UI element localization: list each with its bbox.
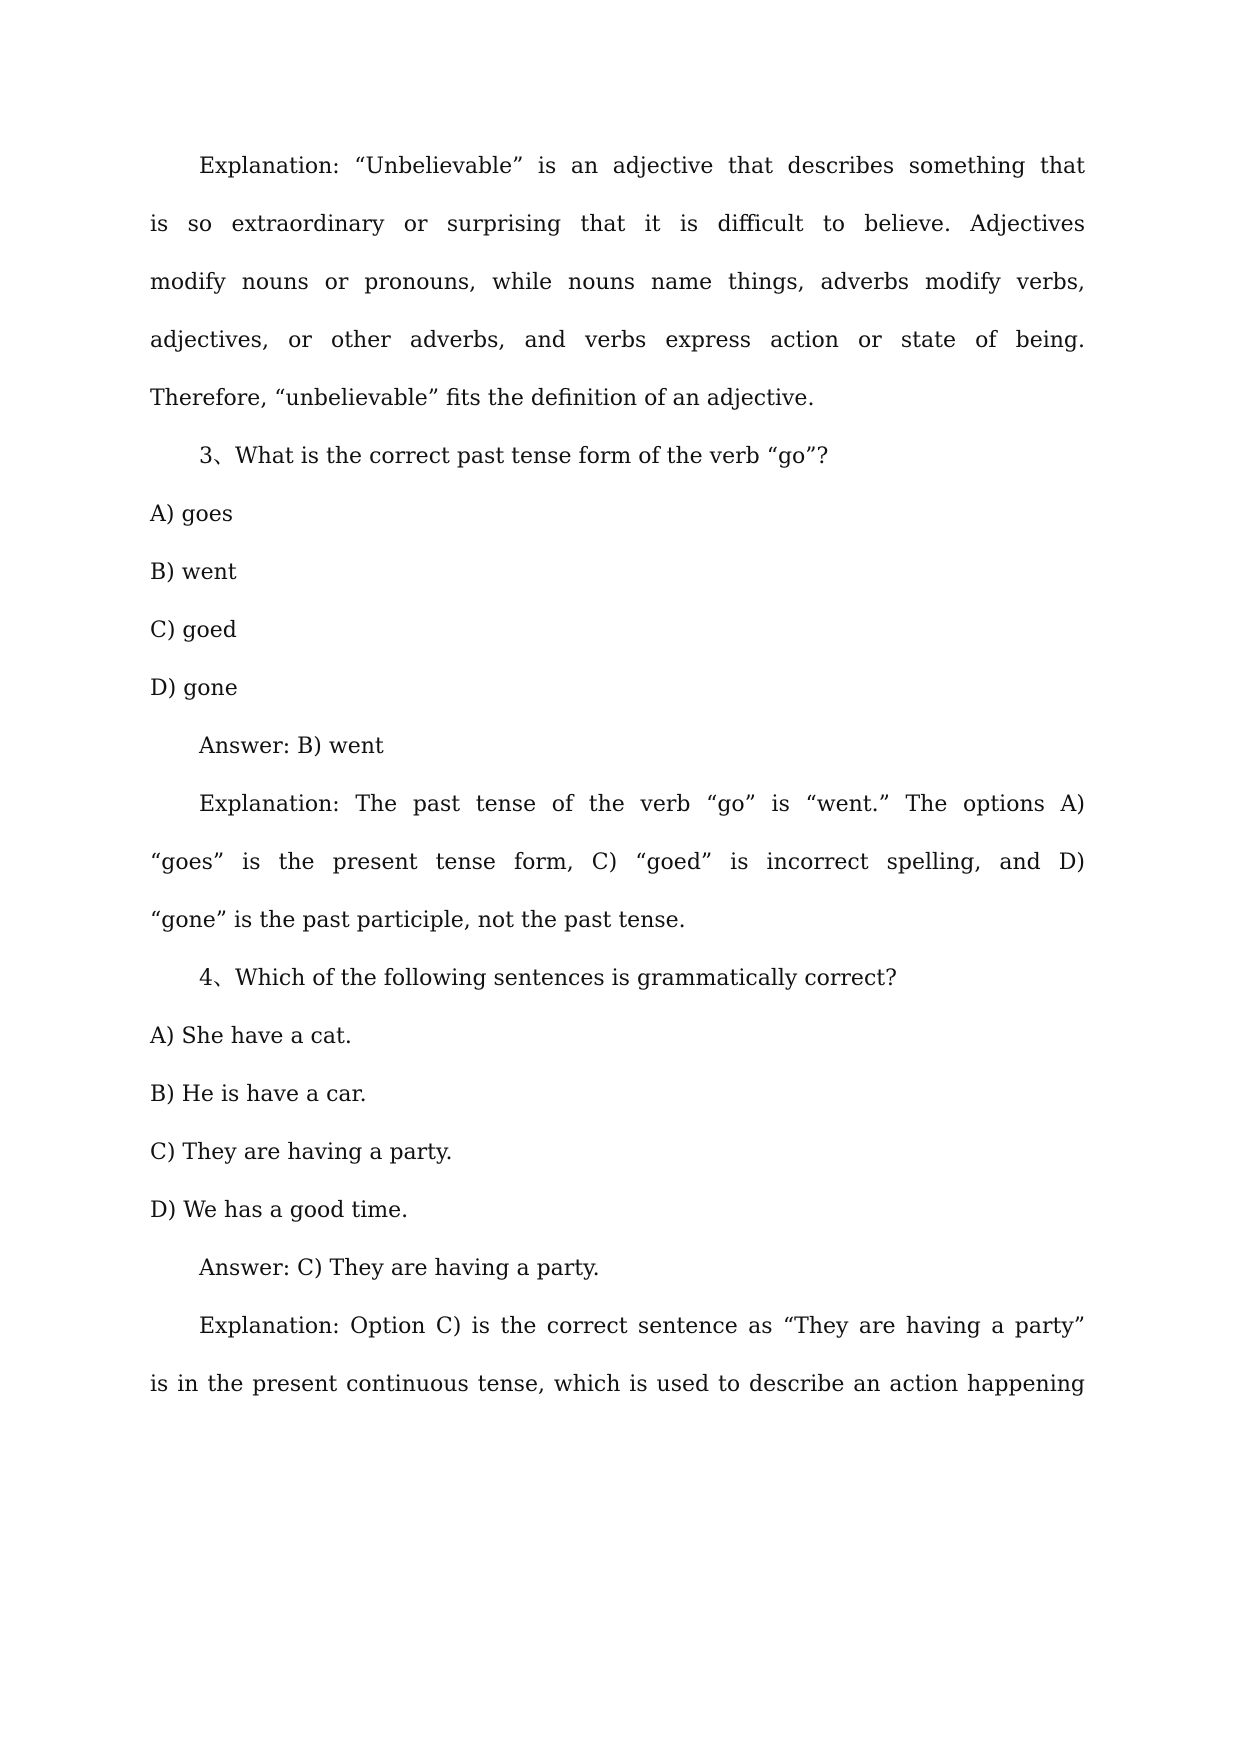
q3-option-c: C) goed xyxy=(150,618,237,643)
q2-explanation-line-2: is so extraordinary or surprising that it is difficult to believe. Adjectives xyxy=(150,212,1085,237)
q2-explanation-line-5: Therefore, “unbelievable” fits the definition of an adjective. xyxy=(150,386,815,411)
q4-option-d: D) We has a good time. xyxy=(150,1198,409,1223)
q3-option-a: A) goes xyxy=(150,502,234,527)
q4-explanation-line-2: is in the present continuous tense, which is used to describe an action happening xyxy=(150,1372,1085,1397)
q3-explanation-line-2: “goes” is the present tense form, C) “goed” is incorrect spelling, and D) xyxy=(150,850,1085,875)
q4-explanation-line-1: Explanation: Option C) is the correct sentence as “They are having a party” xyxy=(199,1314,1085,1339)
q4-option-a: A) She have a cat. xyxy=(150,1024,352,1049)
q3-prompt: 3、What is the correct past tense form of the verb “go”? xyxy=(199,444,829,469)
q3-explanation-line-1: Explanation: The past tense of the verb “go” is “went.” The options A) xyxy=(199,792,1085,817)
q4-option-b: B) He is have a car. xyxy=(150,1082,367,1107)
q4-option-c: C) They are having a party. xyxy=(150,1140,453,1165)
q3-explanation-line-3: “gone” is the past participle, not the past tense. xyxy=(150,908,686,933)
q4-prompt: 4、Which of the following sentences is grammatically correct? xyxy=(199,966,897,991)
q2-explanation-line-4: adjectives, or other adverbs, and verbs express action or state of being. xyxy=(150,328,1085,353)
q3-option-b: B) went xyxy=(150,560,237,585)
q2-explanation-line-1: Explanation: “Unbelievable” is an adjective that describes something that xyxy=(199,154,1085,179)
q3-answer: Answer: B) went xyxy=(199,734,384,759)
q3-option-d: D) gone xyxy=(150,676,238,701)
q2-explanation-line-3: modify nouns or pronouns, while nouns name things, adverbs modify verbs, xyxy=(150,270,1085,295)
q4-answer: Answer: C) They are having a party. xyxy=(199,1256,600,1281)
